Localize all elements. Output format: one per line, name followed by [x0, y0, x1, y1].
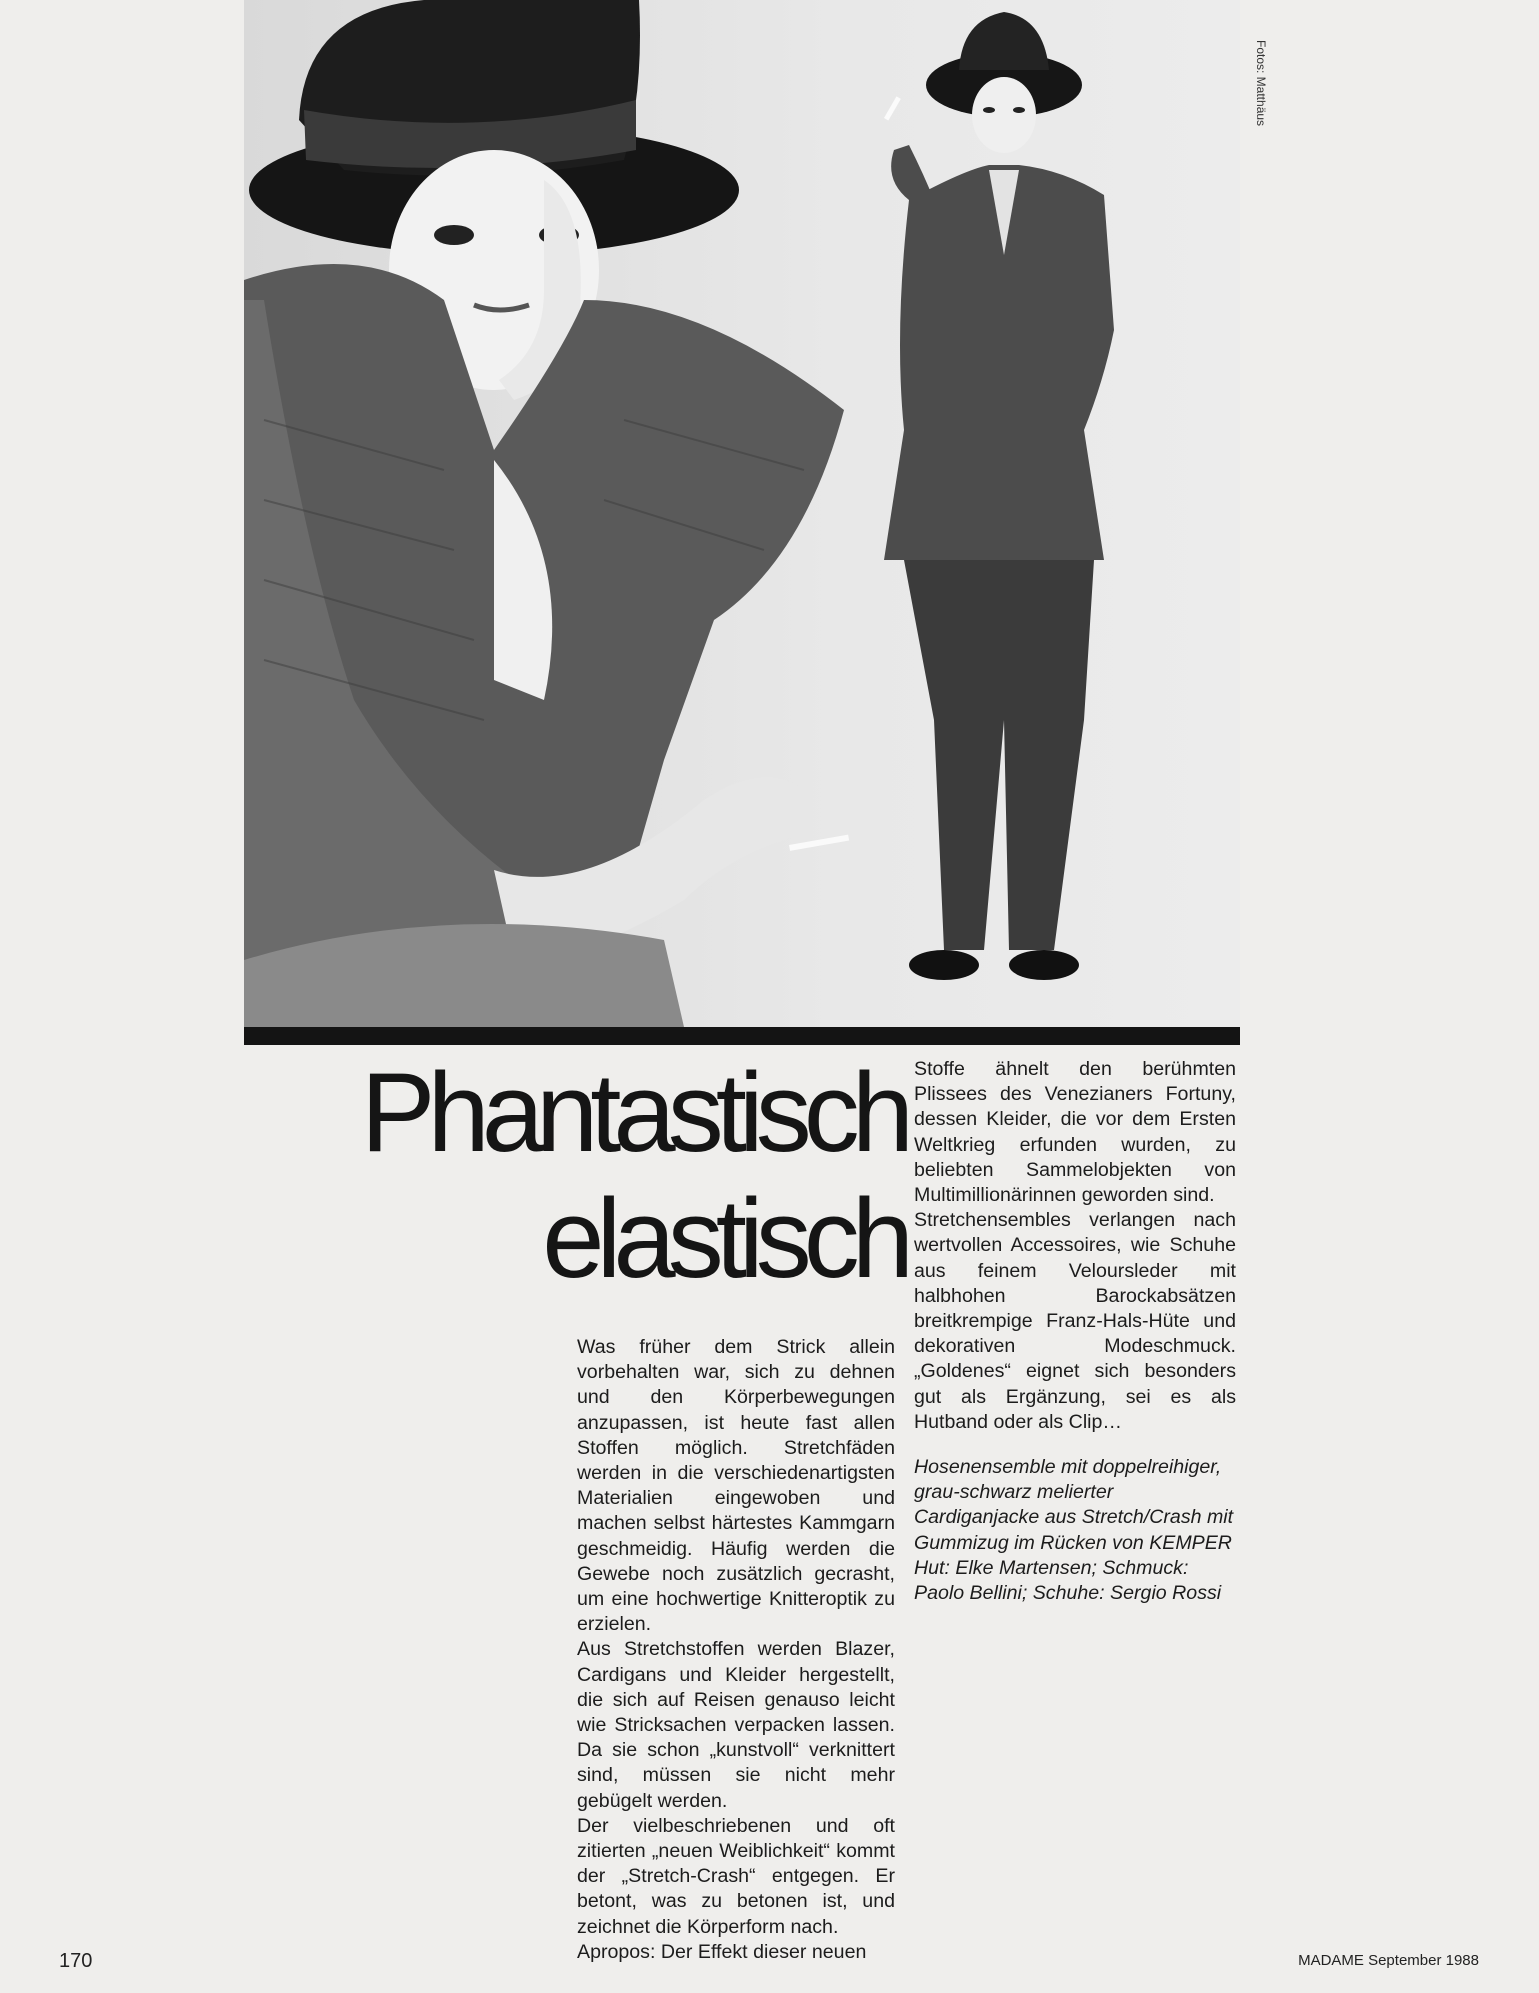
- photo-caption: [914, 1455, 1236, 1606]
- body-column-2: [914, 1057, 1236, 1606]
- page-number: 170: [59, 1950, 93, 1972]
- headline-line-1: Phantastisch: [360, 1050, 906, 1175]
- body-column-1: [577, 1335, 895, 1965]
- magazine-footer: MADAME September 1988: [1298, 1952, 1479, 1969]
- paragraph: Apropos: Der Effekt dieser neuen: [577, 1940, 867, 1963]
- fashion-photo: [244, 0, 1240, 1027]
- caption-description: Hosenensemble mit doppelreihiger, grau-schwarz melierter Cardiganjacke aus Stretch/Crash mit Gummizug im Rücken von KEMPER: [914, 1456, 1234, 1554]
- photo-illustration: [244, 0, 1240, 1027]
- paragraph: Was früher dem Strick allein vorbehalten war, sich zu dehnen und den Körperbewegungen anzupassen, ist heute fast allen Stoffen möglich. Stretchfäden werden in die verschiedenartigsten Materialien eingewoben und machen selbst härtestes Kammgarn geschmeidig. Häufig werden die Gewebe noch zusätzlich gecrasht, um eine hochwertige Knitteroptik zu erzielen.: [577, 1336, 895, 1636]
- headline: [238, 1050, 906, 1302]
- caption-credits: Hut: Elke Martensen; Schmuck: Paolo Bellini; Schuhe: Sergio Rossi: [914, 1556, 1222, 1605]
- paragraph: Aus Stretchstoffen werden Blazer, Cardigans und Kleider hergestellt, die sich auf Reisen genauso leicht wie Stricksachen verpacken lassen. Da sie schon „kunstvoll“ verknittert sind, müssen sie nicht mehr gebügelt werden.: [577, 1638, 895, 1812]
- paragraph: Der vielbeschriebenen und oft zitierten „neuen Weiblichkeit“ kommt der „Stretch-Crash“ entgegen. Er betont, was zu betonen ist, und zeichnet die Körperform nach.: [577, 1814, 895, 1938]
- paragraph: Stretchensembles verlangen nach wertvollen Accessoires, wie Schuhe aus feinem Veloursleder mit halbhohen Barockabsätzen breitkrempige Franz-Hals-Hüte und dekorativen Modeschmuck. „Goldenes“ eignet sich besonders gut als Ergänzung, sei es als Hutband oder als Clip…: [914, 1209, 1236, 1433]
- headline-line-2: elastisch: [542, 1176, 906, 1301]
- photo-divider-bar: [244, 1027, 1240, 1045]
- photo-credit: Fotos: Matthäus: [1254, 40, 1268, 127]
- paragraph: Stoffe ähnelt den berühmten Plissees des Venezianers Fortuny, dessen Kleider, die vor dem Ersten Weltkrieg erfunden wurden, zu beliebten Sammelobjekten von Multimillionärinnen geworden sind.: [914, 1058, 1236, 1207]
